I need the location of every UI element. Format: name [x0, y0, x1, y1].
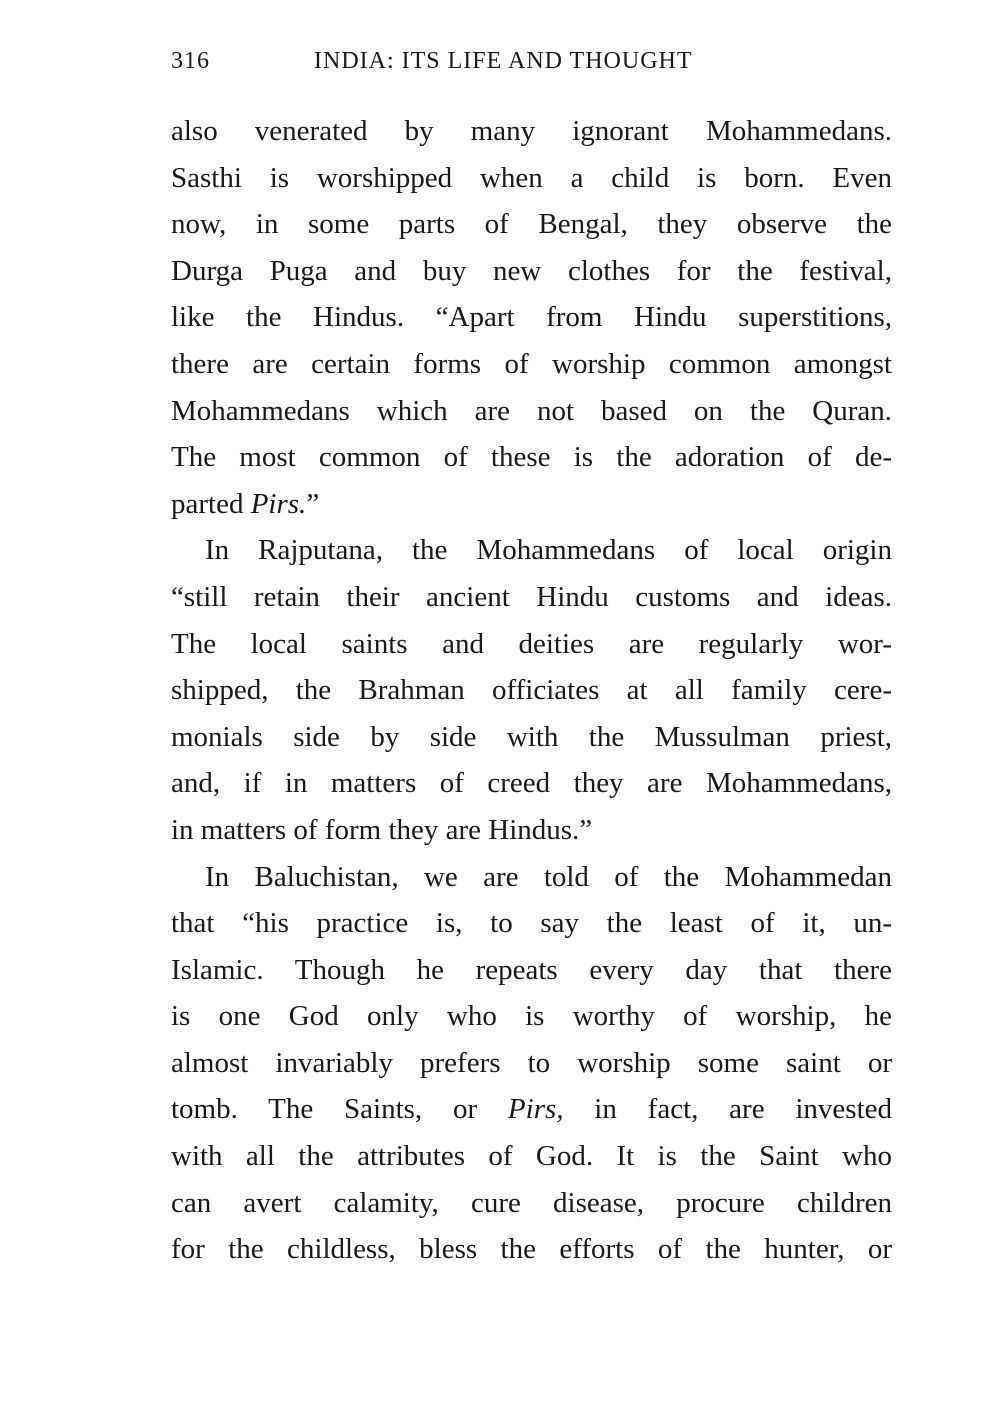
page-number: 316 — [171, 48, 210, 74]
text-line: The most common of these is the adoration of de- — [171, 441, 892, 474]
text-line-paragraph-end: in matters of form they are Hindus.” — [171, 813, 593, 846]
text-line: like the Hindus. “Apart from Hindu superstitions, — [171, 301, 892, 334]
text-line: there are certain forms of worship common amongst — [171, 347, 892, 380]
text-line: almost invariably prefers to worship some saint or — [171, 1046, 892, 1079]
text-line: shipped, the Brahman officiates at all family cere- — [171, 674, 892, 707]
running-head — [171, 48, 761, 82]
text-line: monials side by side with the Mussulman priest, — [171, 720, 892, 753]
text-line: is one God only who is worthy of worship, he — [171, 1000, 892, 1033]
text-line: can avert calamity, cure disease, procure children — [171, 1186, 892, 1219]
book-title: INDIA: ITS LIFE AND THOUGHT — [314, 48, 693, 74]
text-line-paragraph-end — [171, 481, 892, 528]
text-line: Durga Puga and buy new clothes for the festival, — [171, 254, 892, 287]
text-line: now, in some parts of Bengal, they observe the — [171, 208, 892, 241]
text-line: The local saints and deities are regularly wor- — [171, 627, 892, 660]
italic-term-pirs: Pirs. — [250, 487, 307, 520]
body-text — [171, 108, 892, 1273]
text-line: for the childless, bless the efforts of the hunter, or — [171, 1233, 892, 1266]
text-line: also venerated by many ignorant Mohammedans. — [171, 115, 892, 147]
paragraph-start-line: In Rajputana, the Mohammedans of local origin — [205, 534, 892, 567]
text-run: parted — [171, 487, 251, 520]
text-line: Mohammedans which are not based on the Quran. — [171, 394, 892, 427]
text-line: “still retain their ancient Hindu customs and ideas. — [171, 580, 892, 613]
text-run: tomb. The Saints, or — [171, 1093, 508, 1126]
text-line — [171, 1086, 892, 1133]
text-run: in fact, are invested — [563, 1093, 893, 1126]
text-line: Islamic. Though he repeats every day that there — [171, 953, 892, 986]
text-run: ” — [306, 487, 320, 520]
italic-term-pirs: Pirs, — [507, 1093, 564, 1126]
text-line: that “his practice is, to say the least of it, un- — [171, 907, 892, 940]
text-line: with all the attributes of God. It is the Saint who — [171, 1140, 892, 1173]
paragraph-start-line: In Baluchistan, we are told of the Mohammedan — [205, 860, 892, 893]
text-line: and, if in matters of creed they are Mohammedans, — [171, 767, 892, 800]
text-line: Sasthi is worshipped when a child is born. Even — [171, 161, 892, 194]
